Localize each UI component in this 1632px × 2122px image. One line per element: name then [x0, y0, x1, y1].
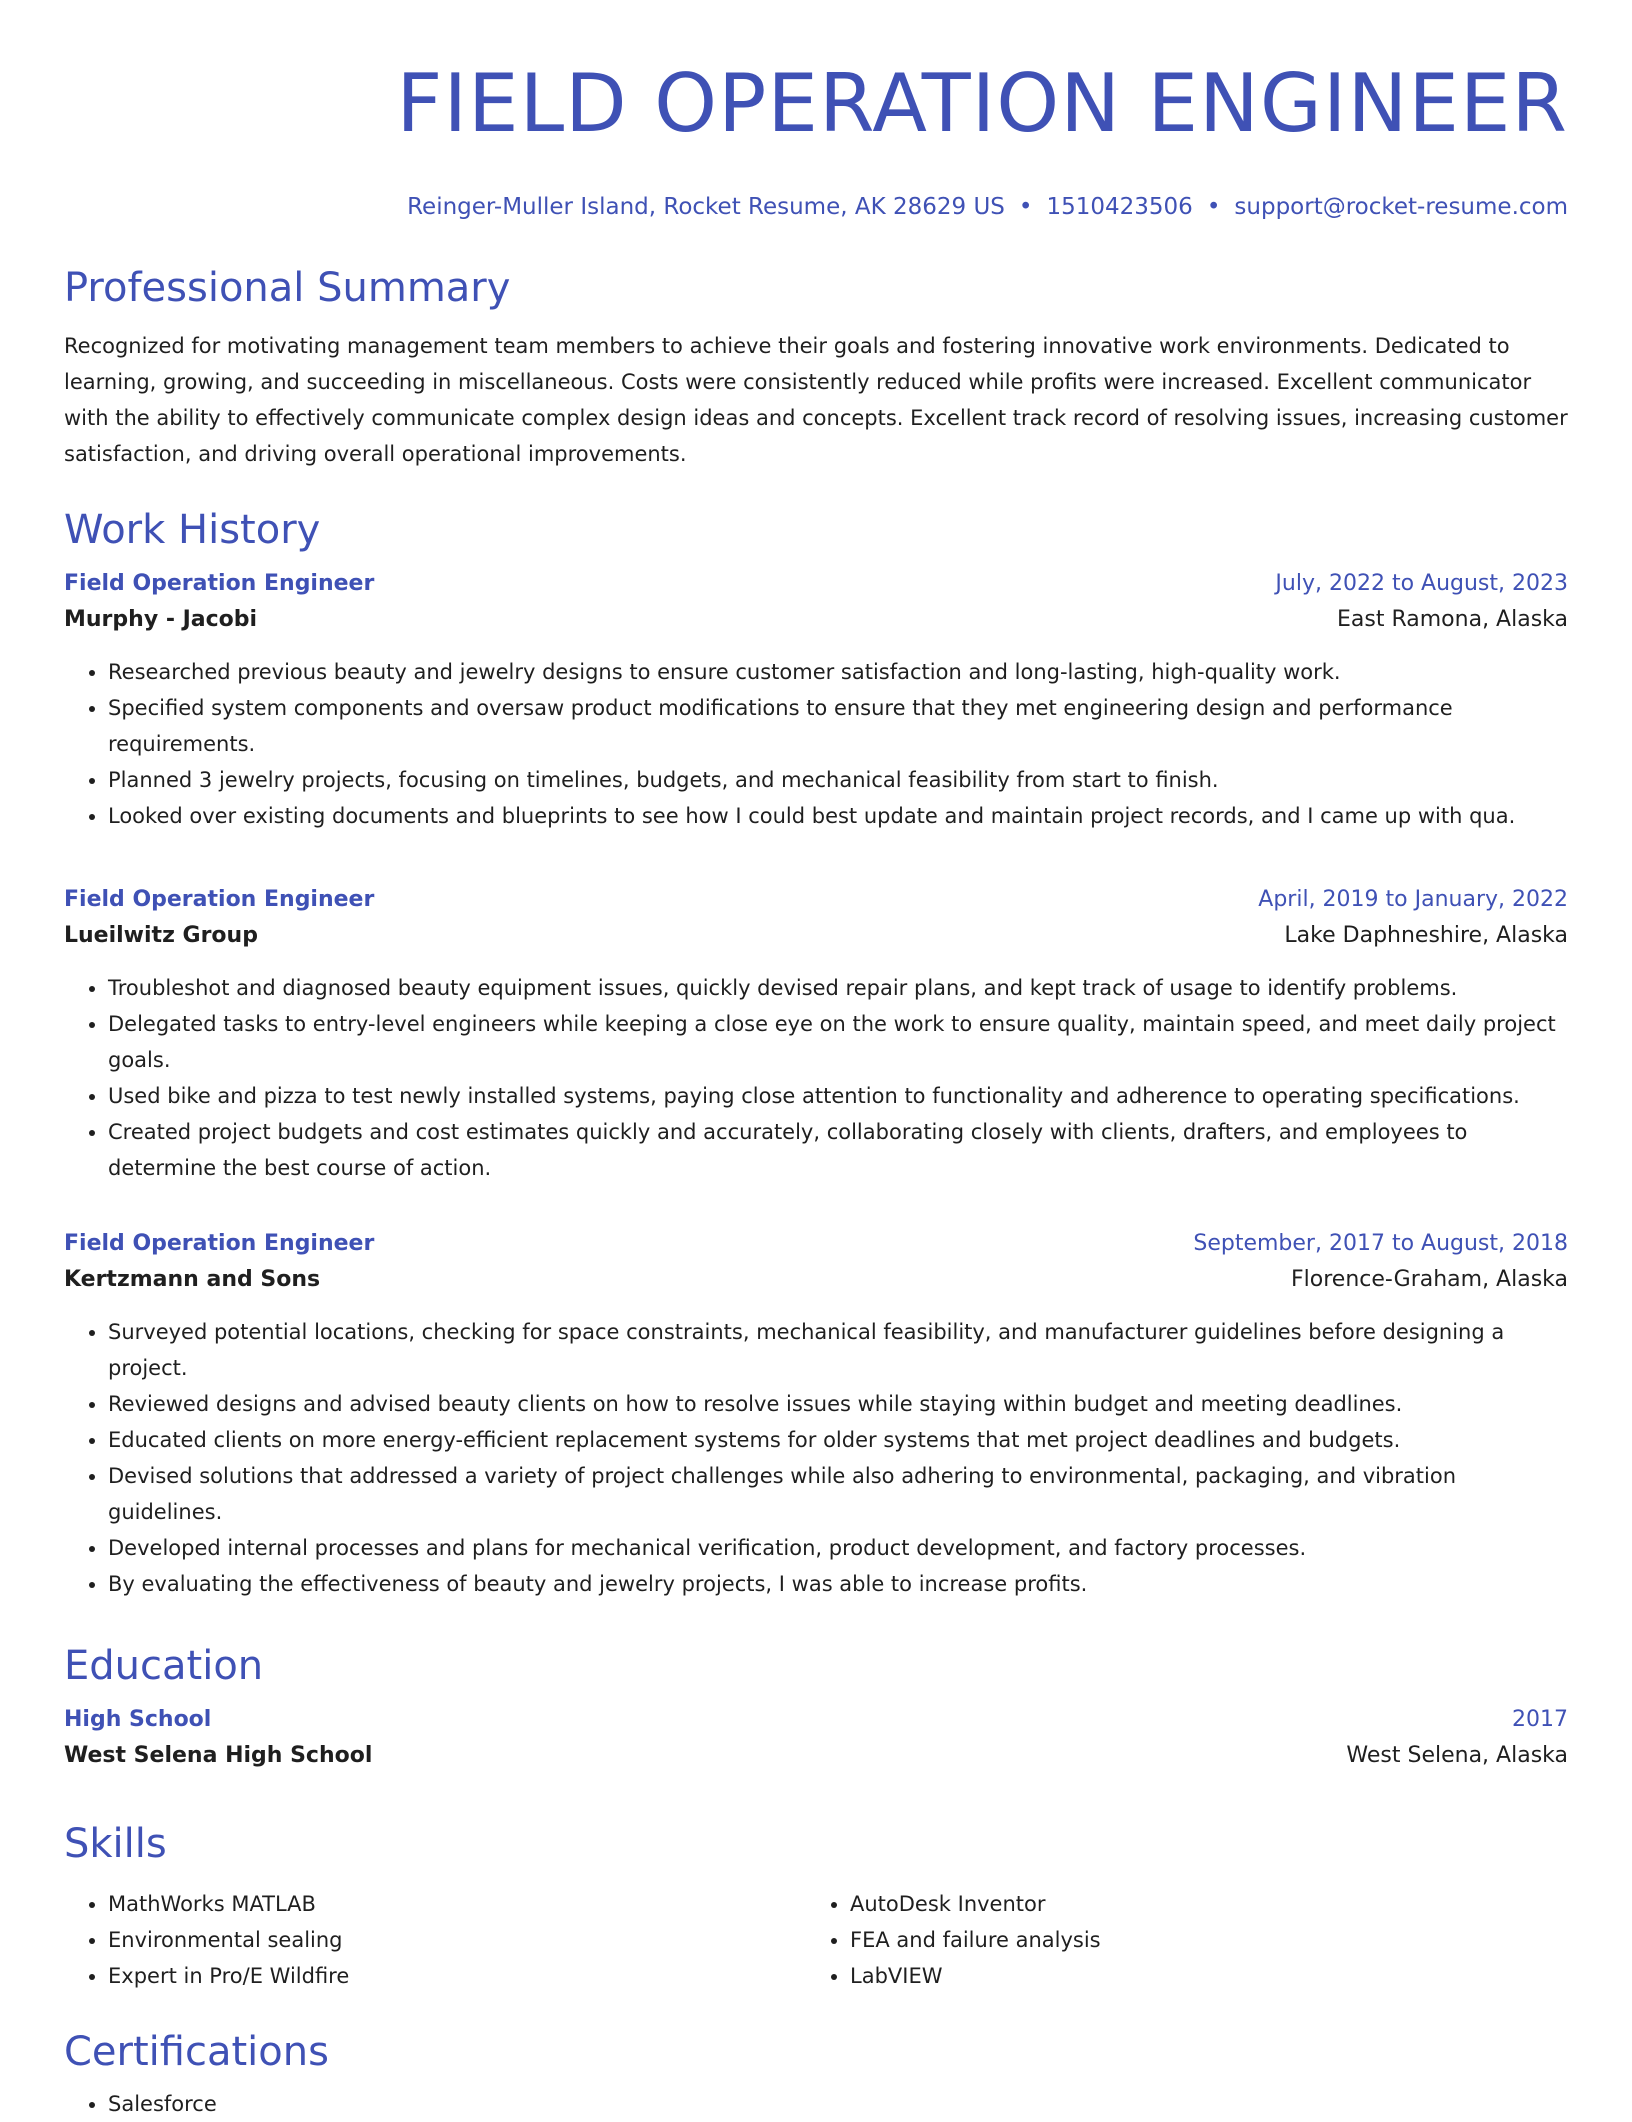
job-header	[64, 882, 1568, 918]
job-location: Lake Daphneshire, Alaska	[1284, 923, 1568, 948]
job-bullet: • Looked over existing documents and blueprints to see how I could best update and maintain project records, and I came up with qua.	[108, 798, 1568, 834]
certifications-section	[64, 2026, 1568, 2122]
job-bullets	[64, 970, 1568, 1186]
job-dates: April, 2019 to January, 2022	[1258, 887, 1568, 912]
education-year: 2017	[1512, 1707, 1568, 1732]
certifications-title: Certifications	[64, 2029, 329, 2075]
job-bullet: • Surveyed potential locations, checking for space constraints, mechanical feasibility, and manufacturer guidelines before designing a project.	[108, 1314, 1568, 1386]
job-bullet: • Delegated tasks to entry-level engineers while keeping a close eye on the work to ensure quality, maintain speed, and meet daily project goals.	[108, 1006, 1568, 1078]
job-header	[64, 566, 1568, 602]
summary-section	[64, 262, 1568, 472]
job-dates: September, 2017 to August, 2018	[1193, 1231, 1568, 1256]
job-bullet: • Used bike and pizza to test newly installed systems, paying close attention to functionality and adherence to operating specifications.	[108, 1078, 1568, 1114]
job-bullets	[64, 654, 1568, 834]
education-section	[64, 1640, 1568, 1774]
skill-item: • FEA and failure analysis	[850, 1922, 1548, 1958]
education-header	[64, 1702, 1568, 1738]
resume-name-heading: FIELD OPERATION ENGINEER	[396, 57, 1568, 150]
work-history-title: Work History	[64, 507, 321, 553]
job-bullet: • Reviewed designs and advised beauty clients on how to resolve issues while staying within budget and meeting deadlines.	[108, 1386, 1568, 1422]
contact-phone: 1510423506	[1046, 194, 1193, 220]
job-bullet: • Developed internal processes and plans for mechanical verification, product development, and factory processes.	[108, 1530, 1568, 1566]
job-title: Field Operation Engineer	[64, 1231, 375, 1256]
skills-title: Skills	[64, 1821, 167, 1867]
certification-item: • Salesforce	[108, 2086, 1568, 2122]
skill-item: • AutoDesk Inventor	[850, 1886, 1548, 1922]
skill-item: • Expert in Pro/E Wildfire	[108, 1958, 806, 1994]
certifications-list	[64, 2086, 1568, 2122]
job-bullet: • Troubleshot and diagnosed beauty equipment issues, quickly devised repair plans, and kept track of usage to identify problems.	[108, 970, 1568, 1006]
job-location: East Ramona, Alaska	[1337, 607, 1568, 632]
job-header	[64, 1226, 1568, 1262]
contact-address: Reinger-Muller Island, Rocket Resume, AK 28629 US	[407, 194, 1005, 220]
skills-columns	[64, 1886, 1568, 1994]
job-company: Lueilwitz Group	[64, 923, 258, 948]
skills-column-left	[64, 1886, 806, 1994]
contact-line	[64, 192, 1568, 222]
summary-title: Professional Summary	[64, 265, 511, 311]
education-title: Education	[64, 1643, 264, 1689]
job-entry	[64, 566, 1568, 834]
education-degree: High School	[64, 1707, 212, 1732]
skills-section	[64, 1818, 1568, 1994]
job-bullets	[64, 1314, 1568, 1602]
job-company: Kertzmann and Sons	[64, 1267, 321, 1292]
job-entry	[64, 882, 1568, 1186]
skill-item: • Environmental sealing	[108, 1922, 806, 1958]
job-title: Field Operation Engineer	[64, 571, 375, 596]
job-bullet: • Specified system components and oversaw product modifications to ensure that they met engineering design and performance requirements.	[108, 690, 1568, 762]
job-bullet: • Educated clients on more energy-efficient replacement systems for older systems that met project deadlines and budgets.	[108, 1422, 1568, 1458]
job-company: Murphy - Jacobi	[64, 607, 258, 632]
job-bullet: • Planned 3 jewelry projects, focusing on timelines, budgets, and mechanical feasibility from start to finish.	[108, 762, 1568, 798]
education-school: West Selena High School	[64, 1743, 373, 1768]
job-title: Field Operation Engineer	[64, 887, 375, 912]
contact-separator: •	[1018, 194, 1033, 220]
work-history-section	[64, 504, 1568, 834]
education-subheader	[64, 1738, 1568, 1774]
contact-email: support@rocket-resume.com	[1234, 194, 1568, 220]
job-subheader	[64, 918, 1568, 954]
job-entry	[64, 1226, 1568, 1602]
skills-list	[806, 1886, 1548, 1994]
job-subheader	[64, 602, 1568, 638]
contact-separator: •	[1206, 194, 1221, 220]
job-dates: July, 2022 to August, 2023	[1275, 571, 1568, 596]
job-location: Florence-Graham, Alaska	[1291, 1267, 1568, 1292]
job-bullet: • Created project budgets and cost estimates quickly and accurately, collaborating closely with clients, drafters, and employees to determine the best course of action.	[108, 1114, 1568, 1186]
job-subheader	[64, 1262, 1568, 1298]
job-bullet: • By evaluating the effectiveness of beauty and jewelry projects, I was able to increase profits.	[108, 1566, 1568, 1602]
job-bullet: • Researched previous beauty and jewelry designs to ensure customer satisfaction and long-lasting, high-quality work.	[108, 654, 1568, 690]
skill-item: • MathWorks MATLAB	[108, 1886, 806, 1922]
skill-item: • LabVIEW	[850, 1958, 1548, 1994]
job-bullet: • Devised solutions that addressed a variety of project challenges while also adhering to environmental, packaging, and vibration guidelines.	[108, 1458, 1568, 1530]
skills-list	[64, 1886, 806, 1994]
skills-column-right	[806, 1886, 1548, 1994]
summary-text: Recognized for motivating management team members to achieve their goals and fostering innovative work environments. Dedicated to learning, growing, and succeeding in miscellaneous. Costs were consistently reduced while profits were increased. Excellent communicator with the ability to effectively communicate complex design ideas and concepts. Excellent track record of resolving issues, increasing customer satisfaction, and driving overall operational improvements.	[64, 334, 1568, 466]
education-location: West Selena, Alaska	[1346, 1743, 1568, 1768]
